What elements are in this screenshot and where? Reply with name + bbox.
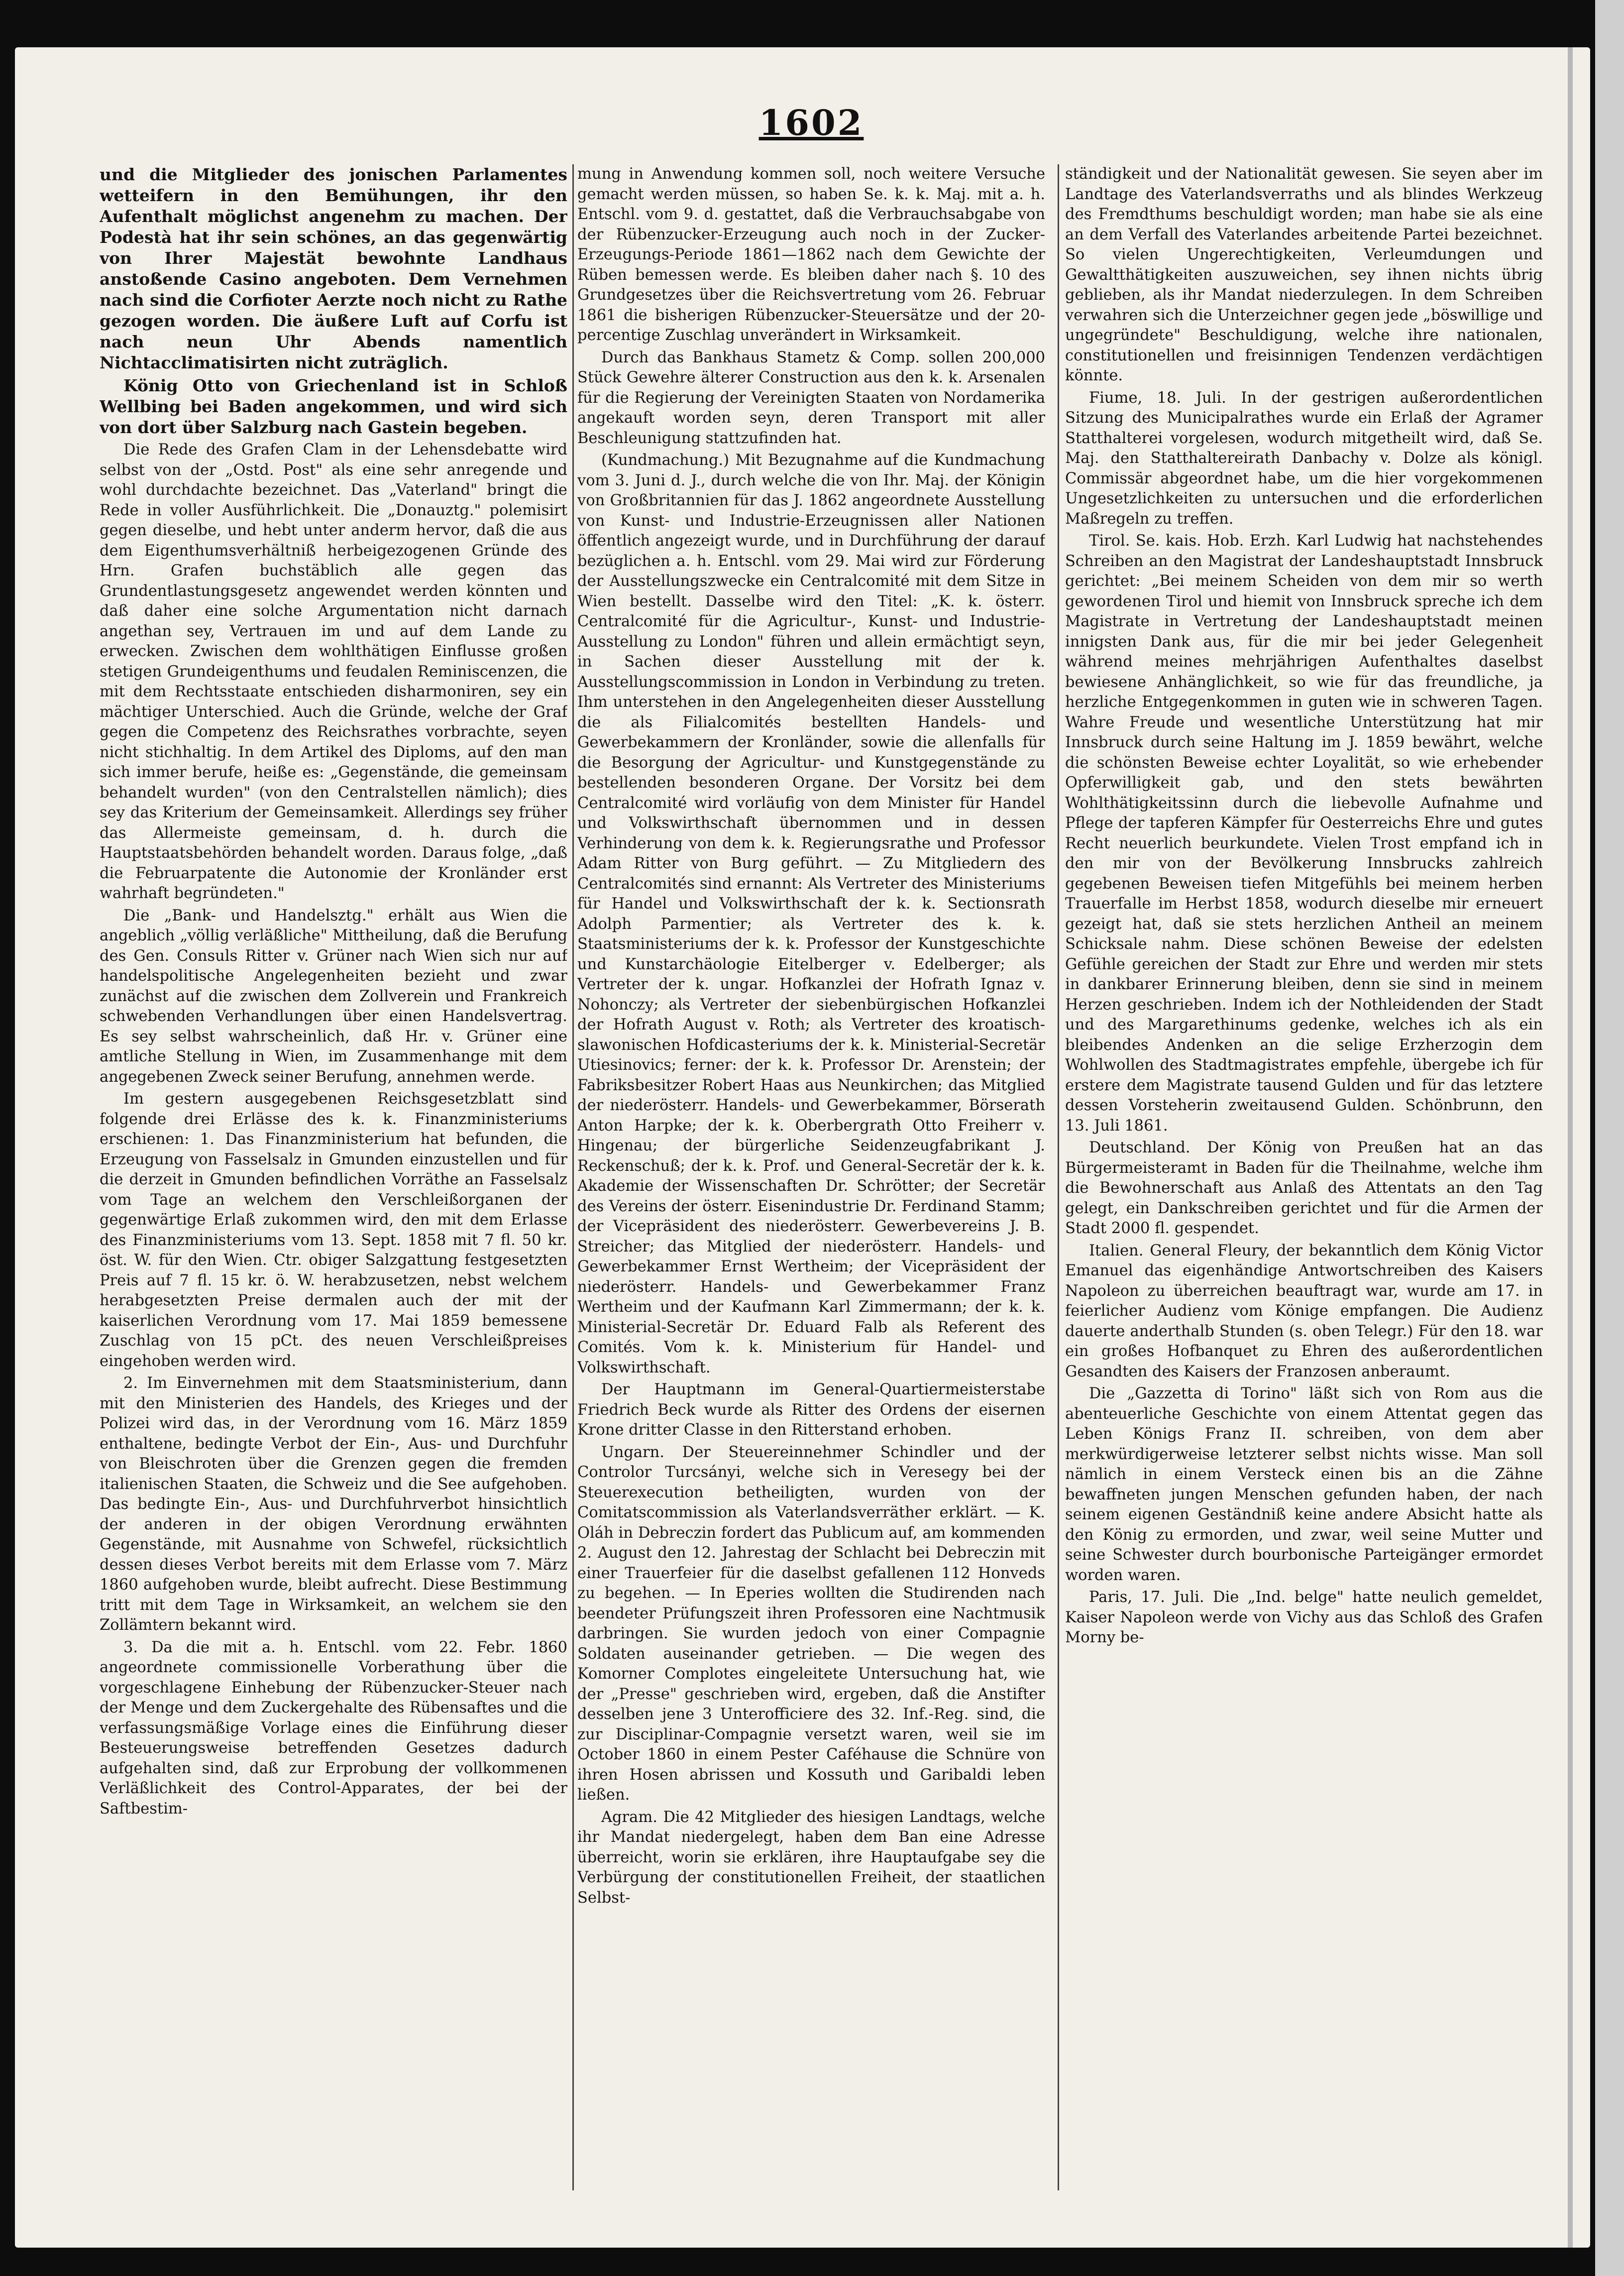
paragraph: Agram. Die 42 Mitglieder des hiesigen Landtags, welche ihr Mandat niedergelegt, haben dem Ban eine Adresse überreicht, worin sie erklären, ihre Hauptaufgabe sey die Verbürgung der constitutionellen Freiheit, der staatlichen Selbst-	[577, 1808, 1045, 1907]
column-middle	[577, 164, 1045, 2190]
paragraph: Ungarn. Der Steuereinnehmer Schindler und der Controlor Turcsányi, welche sich in Veresegy bei der Steuerexecution betheiligten, wurden von der Comitatscommission als Vaterlandsverräther erklärt. — K. Oláh in Debreczin fordert das Publicum auf, am kommenden 2. August den 12. Jahrestag der Schlacht bei Debreczin mit einer Trauerfeier für die daselbst gefallenen 112 Honveds zu begehen. — In Eperies wollten die Studirenden nach beendeter Prüfungszeit ihren Professoren eine Nachtmusik darbringen. Sie wurden jedoch von einer Compagnie Soldaten auseinander getrieben. — Die wegen des Komorner Complotes eingeleitete Untersuchung hat, wie der „Presse" geschrieben wird, ergeben, daß die Anstifter desselben jene 3 Unterofficiere des 32. Inf.-Reg. sind, die zur Disciplinar-Compagnie versetzt waren, weil sie im October 1860 in einem Pester Caféhause die Schnüre von ihren Hosen abrissen und Kossuth und Garibaldi leben ließen.	[577, 1443, 1045, 1804]
column-divider	[1058, 164, 1059, 2190]
scan-edge	[1568, 47, 1573, 2248]
paragraph: König Otto von Griechenland ist in Schloß Wellbing bei Baden angekommen, und wird sich von dort über Salzburg nach Gastein begeben.	[100, 376, 567, 437]
paragraph: mung in Anwendung kommen soll, noch weitere Versuche gemacht werden müssen, so haben Se. k. k. Maj. mit a. h. Entschl. vom 9. d. gestattet, daß die Verbrauchsabgabe von der Rübenzucker-Erzeugung auch noch in der Zucker-Erzeugungs-Periode 1861—1862 nach dem Gewichte der Rüben bemessen werde. Es bleiben daher nach §. 10 des Grundgesetzes über die Reichsvertretung vom 26. Februar 1861 die bisherigen Rübenzucker-Steuersätze und der 20-percentige Zuschlag unverändert in Wirksamkeit.	[577, 165, 1045, 344]
paragraph: 3. Da die mit a. h. Entschl. vom 22. Febr. 1860 angeordnete commissionelle Vorberathung über die vorgeschlagene Einhebung der Rübenzucker-Steuer nach der Menge und dem Zuckergehalte des Rübensaftes und die verfassungsmäßige Vorlage eines die Einführung dieser Besteuerungsweise betreffenden Gesetzes dadurch aufgehalten sind, daß zur Erprobung der vollkommenen Verläßlichkeit des Control-Apparates, der bei der Saftbestim-	[100, 1638, 567, 1818]
paragraph: 2. Im Einvernehmen mit dem Staatsministerium, dann mit den Ministerien des Handels, des Krieges und der Polizei wird das, in der Verordnung vom 16. März 1859 enthaltene, bedingte Verbot der Ein-, Aus- und Durchfuhr von Bleischroten über die Grenzen gegen die fremden italienischen Staaten, die Schweiz und die See aufgehoben. Das bedingte Ein-, Aus- und Durchfuhrverbot hinsichtlich der anderen in der obigen Verordnung erwähnten Gegenstände, mit Ausnahme von Schwefel, rücksichtlich dessen dieses Verbot bereits mit dem Erlasse vom 7. März 1860 aufgehoben wurde, bleibt aufrecht. Diese Bestimmung tritt mit dem Tage in Wirksamkeit, an welchem sie den Zollämtern bekannt wird.	[100, 1374, 567, 1634]
column-right	[1065, 164, 1543, 2190]
paragraph: Tirol. Se. kais. Hob. Erzh. Karl Ludwig hat nachstehendes Schreiben an den Magistrat der Landeshauptstadt Innsbruck gerichtet: „Bei meinem Scheiden von dem mir so werth gewordenen Tirol und hiemit von Innsbruck spreche ich dem Magistrate in Vertretung der Landeshauptstadt meinen innigsten Dank aus, für die mir bei jeder Gelegenheit während meines mehrjährigen Aufenthaltes daselbst bewiesene Anhänglichkeit, so wie für das freundliche, ja herzliche Entgegenkommen in guten wie in schweren Tagen. Wahre Freude und wesentliche Unterstützung hat mir Innsbruck durch seine Haltung im J. 1859 bewährt, welche die schönsten Beweise echter Loyalität, so wie erhebender Opferwilligkeit gab, und den stets bewährten Wohlthätigkeitssinn durch die liebevolle Aufnahme und Pflege der tapferen Kämpfer für Oesterreichs Ehre und gutes Recht neuerlich beurkundete. Vielen Trost empfand ich in den mir von der Bevölkerung Innsbrucks zahlreich gegebenen Beweisen tiefen Mitgefühls bei meinem herben Trauerfalle im Herbst 1858, wodurch dieselbe mir erneuert gezeigt hat, daß sie stets herzlichen Antheil an meinem Schicksale nahm. Diese schönen Beweise der edelsten Gefühle gereichen der Stadt zur Ehre und werden mir stets in dankbarer Erinnerung bleiben, denn sie sind in meinem Herzen geschrieben. Indem ich der Nothleidenden der Stadt und des Margarethinums gedenke, welches ich als ein bleibendes Andenken an die selige Erzherzogin dem Wohlwollen des Stadtmagistrates empfehle, übergebe ich für erstere dem Magistrate tausend Gulden und für das letztere dessen Vorsteherin zweitausend Gulden. Schönbrunn, den 13. Juli 1861.	[1065, 532, 1543, 1135]
paragraph: ständigkeit und der Nationalität gewesen. Sie seyen aber im Landtage des Vaterlandsverraths und als blindes Werkzeug des Fremdthums beschuldigt worden; man habe sie als eine an dem Verfall des Vaterlandes arbeitende Partei bezeichnet. So vielen Ungerechtigkeiten, Verleumdungen und Gewaltthätigkeiten auszuweichen, sey ihnen nichts übrig geblieben, als ihr Mandat niederzulegen. In dem Schreiben verwahren sich die Unterzeichner gegen jede „böswillige und ungegründete" Beschuldigung, welche ihre nationalen, constitutionellen und freisinnigen Tendenzen verdächtigen könnte.	[1065, 165, 1543, 384]
paragraph: Deutschland. Der König von Preußen hat an das Bürgermeisteramt in Baden für die Theilnahme, welche ihm die Bewohnerschaft aus Anlaß des Attentats an den Tag gelegt, ein Dankschreiben gerichtet und für die Armen der Stadt 2000 fl. gespendet.	[1065, 1139, 1543, 1237]
scan-margin	[1595, 0, 1624, 2276]
paragraph: (Kundmachung.) Mit Bezugnahme auf die Kundmachung vom 3. Juni d. J., durch welche die von Ihr. Maj. der Königin von Großbritannien für das J. 1862 angeordnete Ausstellung von Kunst- und Industrie-Erzeugnissen aller Nationen öffentlich angezeigt wurde, und in Durchführung der darauf bezüglichen a. h. Entschl. vom 29. Mai wird zur Förderung der Ausstellungszwecke ein Centralcomité mit dem Sitze in Wien bestellt. Dasselbe wird den Titel: „K. k. österr. Centralcomité für die Agricultur-, Kunst- und Industrie-Ausstellung zu London" führen und allein ermächtigt seyn, in Sachen dieser Ausstellung mit der k. Ausstellungscommission in London in Verbindung zu treten. Ihm unterstehen in den Angelegenheiten dieser Ausstellung die als Filialcomités bestellten Handels- und Gewerbekammern der Kronländer, sowie die allenfalls für die Besorgung der Agricultur- und Kunstgegenstände zu bestellenden besonderen Organe. Der Vorsitz bei dem Centralcomité wird vorläufig von dem Minister für Handel und Volkswirthschaft übernommen und in dessen Verhinderung von dem k. k. Regierungsrathe und Professor Adam Ritter von Burg geführt. — Zu Mitgliedern des Centralcomités sind ernannt: Als Vertreter des Ministeriums für Handel und Volkswirthschaft der k. k. Sectionsrath Adolph Parmentier; als Vertreter des k. k. Staatsministeriums der k. k. Professor der Kunstgeschichte und Kunstarchäologie Eitelberger v. Edelberger; als Vertreter der k. ungar. Hofkanzlei der Hofrath Ignaz v. Nohonczy; als Vertreter der siebenbürgischen Hofkanzlei der Hofrath August v. Roth; als Vertreter des kroatisch-slawonischen Hofdicasteriums der k. k. Ministerial-Secretär Utiesinovics; ferner: der k. k. Professor Dr. Arenstein; der Fabriksbesitzer Robert Haas aus Neunkirchen; das Mitglied der niederösterr. Handels- und Gewerbekammer, Börserath Anton Harpke; der k. k. Oberbergrath Otto Freiherr v. Hingenau; der bürgerliche Seidenzeugfabrikant J. Reckenschuß; der k. k. Prof. und General-Secretär der k. k. Akademie der Wissenschaften Dr. Schrötter; der Secretär des Vereins der österr. Eisenindustrie Dr. Ferdinand Stamm; der Vicepräsident des niederösterr. Gewerbevereins J. B. Streicher; das Mitglied der niederösterr. Handels- und Gewerbekammer Ernst Wertheim; der Vicepräsident der niederösterr. Handels- und Gewerbekammer Franz Wertheim und der Kaufmann Karl Zimmermann; der k. k. Ministerial-Secretär Dr. Eduard Falb als Referent des Comités. Vom k. k. Ministerium für Handel- und Volkswirthschaft.	[577, 452, 1045, 1376]
paragraph: Fiume, 18. Juli. In der gestrigen außerordentlichen Sitzung des Municipalrathes wurde ein Erlaß der Agramer Statthalterei vorgelesen, wodurch mitgetheilt wird, daß Se. Maj. den Statthaltereirath Danbachy v. Dolze als königl. Commissär abgeordnet habe, um die hier vorgekommenen Ungesetzlichkeiten zu untersuchen und die erforderlichen Maßregeln zu treffen.	[1065, 389, 1543, 528]
page-number: 1602	[758, 102, 864, 143]
column-left	[100, 164, 567, 2190]
paragraph: Italien. General Fleury, der bekanntlich dem König Victor Emanuel das eigenhändige Antwortschreiben des Kaisers Napoleon zu überreichen beauftragt war, wurde am 17. in feierlicher Audienz vom Könige empfangen. Die Audienz dauerte anderthalb Stunden (s. oben Telegr.) Für den 18. war ein großes Hofbanquet zu Ehren des außerordentlichen Gesandten des Kaisers der Franzosen anberaumt.	[1065, 1242, 1543, 1380]
paragraph: Der Hauptmann im General-Quartiermeisterstabe Friedrich Beck wurde als Ritter des Ordens der eisernen Krone dritter Classe in den Ritterstand erhoben.	[577, 1381, 1045, 1439]
column-divider	[572, 164, 574, 2190]
paragraph: und die Mitglieder des jonischen Parlamentes wetteifern in den Bemühungen, ihr den Aufenthalt möglichst angenehm zu machen. Der Podestà hat ihr sein schönes, an das gegenwärtig von Ihrer Majestät bewohnte Landhaus anstoßende Casino angeboten. Dem Vernehmen nach sind die Corfioter Aerzte noch nicht zu Rathe gezogen worden. Die äußere Luft auf Corfu ist nach neun Uhr Abends namentlich Nichtacclimatisirten nicht zuträglich.	[100, 165, 567, 372]
paragraph: Paris, 17. Juli. Die „Ind. belge" hatte neulich gemeldet, Kaiser Napoleon werde von Vichy aus das Schloß des Grafen Morny be-	[1065, 1589, 1543, 1646]
paragraph: Im gestern ausgegebenen Reichsgesetzblatt sind folgende drei Erlässe des k. k. Finanzministeriums erschienen: 1. Das Finanzministerium hat befunden, die Erzeugung von Fasselsalz in Gmunden einzustellen und für die derzeit in Gmunden befindlichen Vorräthe an Fasselsalz vom Tage an welchem den Verschleißorganen der gegenwärtige Erlaß zukommen wird, den mit dem Erlasse des Finanzministeriums vom 13. Sept. 1858 mit 7 fl. 50 kr. öst. W. für den Wien. Ctr. obiger Salzgattung festgesetzten Preis auf 7 fl. 15 kr. ö. W. herabzusetzen, nebst welchem herabgesetzten Preise dermalen auch der mit der kaiserlichen Verordnung vom 17. Mai 1859 bemessene Zuschlag von 15 pCt. des neuen Verschleißpreises eingehoben werden wird.	[100, 1090, 567, 1370]
paragraph: Die „Gazzetta di Torino" läßt sich von Rom aus die abenteuerliche Geschichte von einem Attentat gegen das Leben Königs Franz II. schreiben, von dem aber merkwürdigerweise letzterer selbst nichts wisse. Man soll nämlich in einem Versteck einen bis an die Zähne bewaffneten jungen Menschen gefunden haben, der nach seinem eigenen Geständniß keine andere Absicht hatte als den König zu ermorden, und zwar, weil seine Mutter und seine Schwester durch bourbonische Parteigänger ermordet worden waren.	[1065, 1385, 1543, 1584]
paragraph: Durch das Bankhaus Stametz & Comp. sollen 200,000 Stück Gewehre älterer Construction aus den k. k. Arsenalen für die Regierung der Vereinigten Staaten von Nordamerika angekauft worden seyn, deren Transport mit aller Beschleunigung stattzufinden hat.	[577, 348, 1045, 447]
paragraph: Die Rede des Grafen Clam in der Lehensdebatte wird selbst von der „Ostd. Post" als eine sehr anregende und wohl durchdachte bezeichnet. Das „Vaterland" bringt die Rede in voller Ausführlichkeit. Die „Donauztg." polemisirt gegen dieselbe, und hebt unter anderm hervor, daß die aus dem Eigenthumsverhältniß herbeigezogenen Gründe des Hrn. Grafen buchstäblich alle gegen das Grundentlastungsgesetz angewendet werden könnten und daß daher eine solche Argumentation nicht darnach angethan sey, Vertrauen im und auf dem Lande zu erwecken. Zwischen dem wohlthätigen Einflusse großen stetigen Grundeigenthums und feudalen Reminiscenzen, die mit dem Rechtsstaate entschieden disharmoniren, sey ein mächtiger Unterschied. Auch die Gründe, welche der Graf gegen die Competenz des Reichsrathes vorbrachte, seyen nicht stichhaltig. In dem Artikel des Diploms, auf den man sich immer berufe, heiße es: „Gegenstände, die gemeinsam behandelt wurden" (von den Centralstellen nämlich); dies sey das Kriterium der Gemeinsamkeit. Allerdings sey früher das Allermeiste gemeinsam, d. h. durch die Hauptstaatsbehörden behandelt worden. Daraus folge, „daß die Februarpatente die Autonomie der Kronländer erst wahrhaft begründeten."	[100, 441, 567, 902]
paragraph: Die „Bank- und Handelsztg." erhält aus Wien die angeblich „völlig verläßliche" Mittheilung, daß die Berufung des Gen. Consuls Ritter v. Grüner nach Wien sich nur auf handelspolitische Angelegenheiten bezieht und zwar zunächst auf die zwischen dem Zollverein und Frankreich schwebenden Verhandlungen über einen Handelsvertrag. Es sey selbst wahrscheinlich, daß Hr. v. Grüner eine amtliche Stellung in Wien, im Zusammenhange mit dem angegebenen Zweck seiner Berufung, annehmen werde.	[100, 907, 567, 1086]
